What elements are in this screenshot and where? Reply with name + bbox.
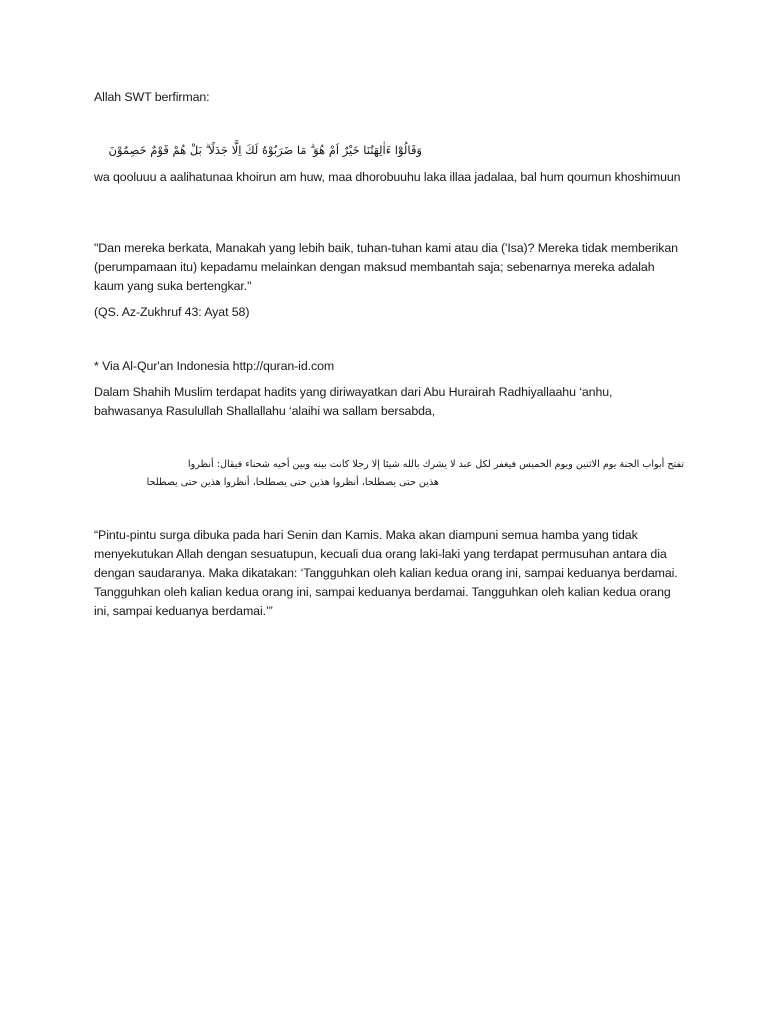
heading-text: Allah SWT berfirman: bbox=[94, 90, 210, 104]
hadith-translation: “Pintu-pintu surga dibuka pada hari Senin dan Kamis. Maka akan diampuni semua hamba yang tidak menyekutukan Allah dengan sesuatupun, kecuali dua orang laki-laki yang terdapat permusuhan antara dia dengan saudaranya. Maka dikatakan: ‘Tangguhkan oleh kalian kedua orang ini, sampai keduanya berdamai. Tangguhkan oleh kalian kedua orang ini, sampai keduanya berdamai. Tangguhkan oleh kalian kedua orang ini, sampai keduanya berdamai.’” bbox=[94, 528, 678, 618]
verse-transliteration: wa qooluuu a aalihatunaa khoirun am huw, maa dhorobuuhu laka illaa jadalaa, bal hum qoumun khoshimuun bbox=[94, 170, 681, 184]
hadith-arabic-line-1: تفتح أبواب الجنة يوم الاثنين ويوم الخميس فيغفر لكل عبد لا يشرك بالله شيئا إلا رجلا كانت بينه وبين أخيه شحناء فيقال: أنظروا bbox=[187, 459, 684, 470]
quran-verse-arabic: وَقَالُوْٓا ءَاٰلِهَتُنَا خَيْرٌ اَمْ هُوَ ۗ مَا ضَرَبُوْهُ لَكَ اِلَّا جَدَلًا ۗ بَلْ هُمْ قَوْمٌ خَصِمُوْنَ bbox=[108, 143, 422, 157]
source-note: * Via Al-Qur'an Indonesia http://quran-id.com bbox=[94, 359, 335, 373]
verse-translation: "Dan mereka berkata, Manakah yang lebih baik, tuhan-tuhan kami atau dia ('Isa)? Mereka tidak memberikan (perumpamaan itu) kepadamu melainkan dengan maksud membantah saja; sebenarnya mereka adalah kaum yang suka bertengkar." bbox=[94, 241, 678, 293]
hadith-intro: Dalam Shahih Muslim terdapat hadits yang diriwayatkan dari Abu Hurairah Radhiyallaahu ‘anhu, bahwasanya Rasulullah Shallallahu ‘alaihi wa sallam bersabda, bbox=[94, 385, 613, 418]
hadith-arabic-line-2: هذين حتى يصطلحا، أنظروا هذين حتى يصطلحا، أنظروا هذين حتى يصطلحا bbox=[146, 477, 439, 488]
verse-citation: (QS. Az-Zukhruf 43: Ayat 58) bbox=[94, 305, 250, 319]
